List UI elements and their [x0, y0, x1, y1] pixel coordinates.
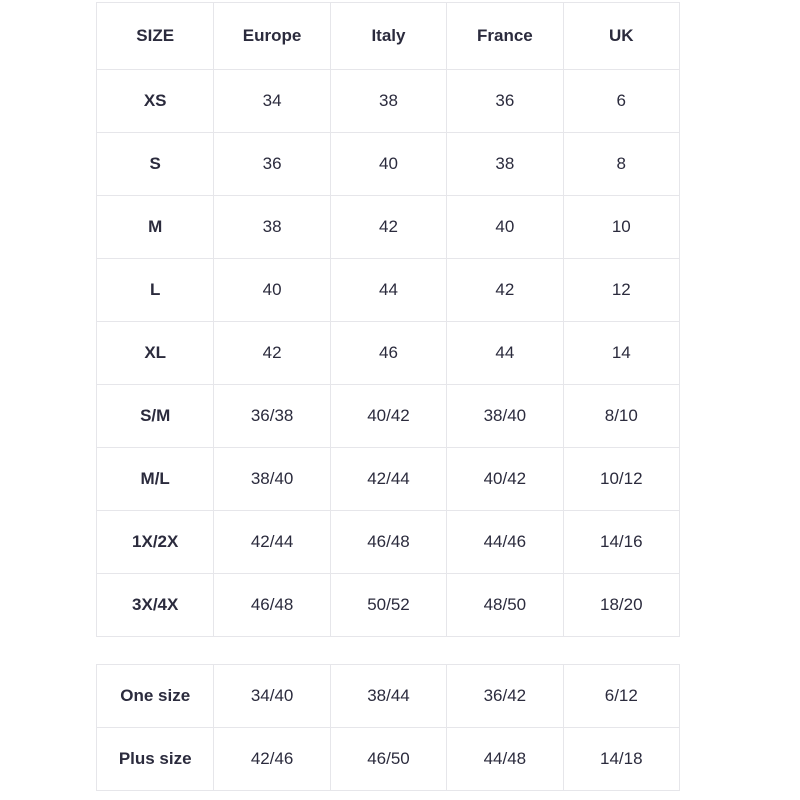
cell-size: M/L: [97, 448, 214, 511]
cell-size: S: [97, 133, 214, 196]
table-row: [97, 259, 680, 322]
cell-uk: 10/12: [563, 448, 679, 511]
cell-size: XL: [97, 322, 214, 385]
cell-uk: 10: [563, 196, 679, 259]
cell-france: 36: [447, 70, 563, 133]
table-row: [97, 133, 680, 196]
cell-italy: 46/50: [330, 728, 446, 791]
cell-size: 3X/4X: [97, 574, 214, 637]
cell-france: 44/46: [447, 511, 563, 574]
cell-italy: 42: [330, 196, 446, 259]
cell-europe: 34: [214, 70, 330, 133]
table-row: [97, 70, 680, 133]
cell-europe: 36: [214, 133, 330, 196]
cell-uk: 14: [563, 322, 679, 385]
table-row: [97, 574, 680, 637]
table-row: [97, 322, 680, 385]
column-header-uk: UK: [563, 3, 679, 70]
cell-uk: 18/20: [563, 574, 679, 637]
cell-france: 40: [447, 196, 563, 259]
cell-italy: 46: [330, 322, 446, 385]
cell-uk: 6/12: [563, 665, 679, 728]
cell-size: L: [97, 259, 214, 322]
cell-uk: 8/10: [563, 385, 679, 448]
cell-italy: 44: [330, 259, 446, 322]
cell-size: XS: [97, 70, 214, 133]
table-row: [97, 448, 680, 511]
cell-france: 38/40: [447, 385, 563, 448]
table-body: [97, 665, 680, 791]
one-size-table: [96, 664, 680, 791]
cell-uk: 12: [563, 259, 679, 322]
cell-france: 48/50: [447, 574, 563, 637]
column-header-size: SIZE: [97, 3, 214, 70]
cell-europe: 38/40: [214, 448, 330, 511]
column-header-europe: Europe: [214, 3, 330, 70]
table-row: [97, 728, 680, 791]
table-body: [97, 70, 680, 637]
cell-europe: 40: [214, 259, 330, 322]
column-header-italy: Italy: [330, 3, 446, 70]
cell-italy: 40/42: [330, 385, 446, 448]
cell-france: 36/42: [447, 665, 563, 728]
size-conversion-table-container: [96, 2, 680, 637]
table-header-row: [97, 3, 680, 70]
cell-europe: 42/44: [214, 511, 330, 574]
cell-europe: 42: [214, 322, 330, 385]
cell-europe: 34/40: [214, 665, 330, 728]
table-row: [97, 385, 680, 448]
cell-italy: 38/44: [330, 665, 446, 728]
cell-uk: 14/16: [563, 511, 679, 574]
cell-size: One size: [97, 665, 214, 728]
cell-europe: 42/46: [214, 728, 330, 791]
cell-size: M: [97, 196, 214, 259]
cell-uk: 14/18: [563, 728, 679, 791]
cell-uk: 8: [563, 133, 679, 196]
cell-italy: 50/52: [330, 574, 446, 637]
cell-uk: 6: [563, 70, 679, 133]
cell-italy: 46/48: [330, 511, 446, 574]
cell-italy: 38: [330, 70, 446, 133]
size-conversion-table: [96, 2, 680, 637]
cell-france: 40/42: [447, 448, 563, 511]
cell-france: 42: [447, 259, 563, 322]
column-header-france: France: [447, 3, 563, 70]
cell-france: 38: [447, 133, 563, 196]
cell-size: 1X/2X: [97, 511, 214, 574]
cell-france: 44: [447, 322, 563, 385]
cell-size: Plus size: [97, 728, 214, 791]
table-row: [97, 196, 680, 259]
cell-europe: 38: [214, 196, 330, 259]
table-row: [97, 665, 680, 728]
cell-europe: 46/48: [214, 574, 330, 637]
cell-size: S/M: [97, 385, 214, 448]
cell-italy: 40: [330, 133, 446, 196]
cell-france: 44/48: [447, 728, 563, 791]
cell-europe: 36/38: [214, 385, 330, 448]
cell-italy: 42/44: [330, 448, 446, 511]
table-row: [97, 511, 680, 574]
one-size-table-container: [96, 664, 680, 791]
table-header: [97, 3, 680, 70]
